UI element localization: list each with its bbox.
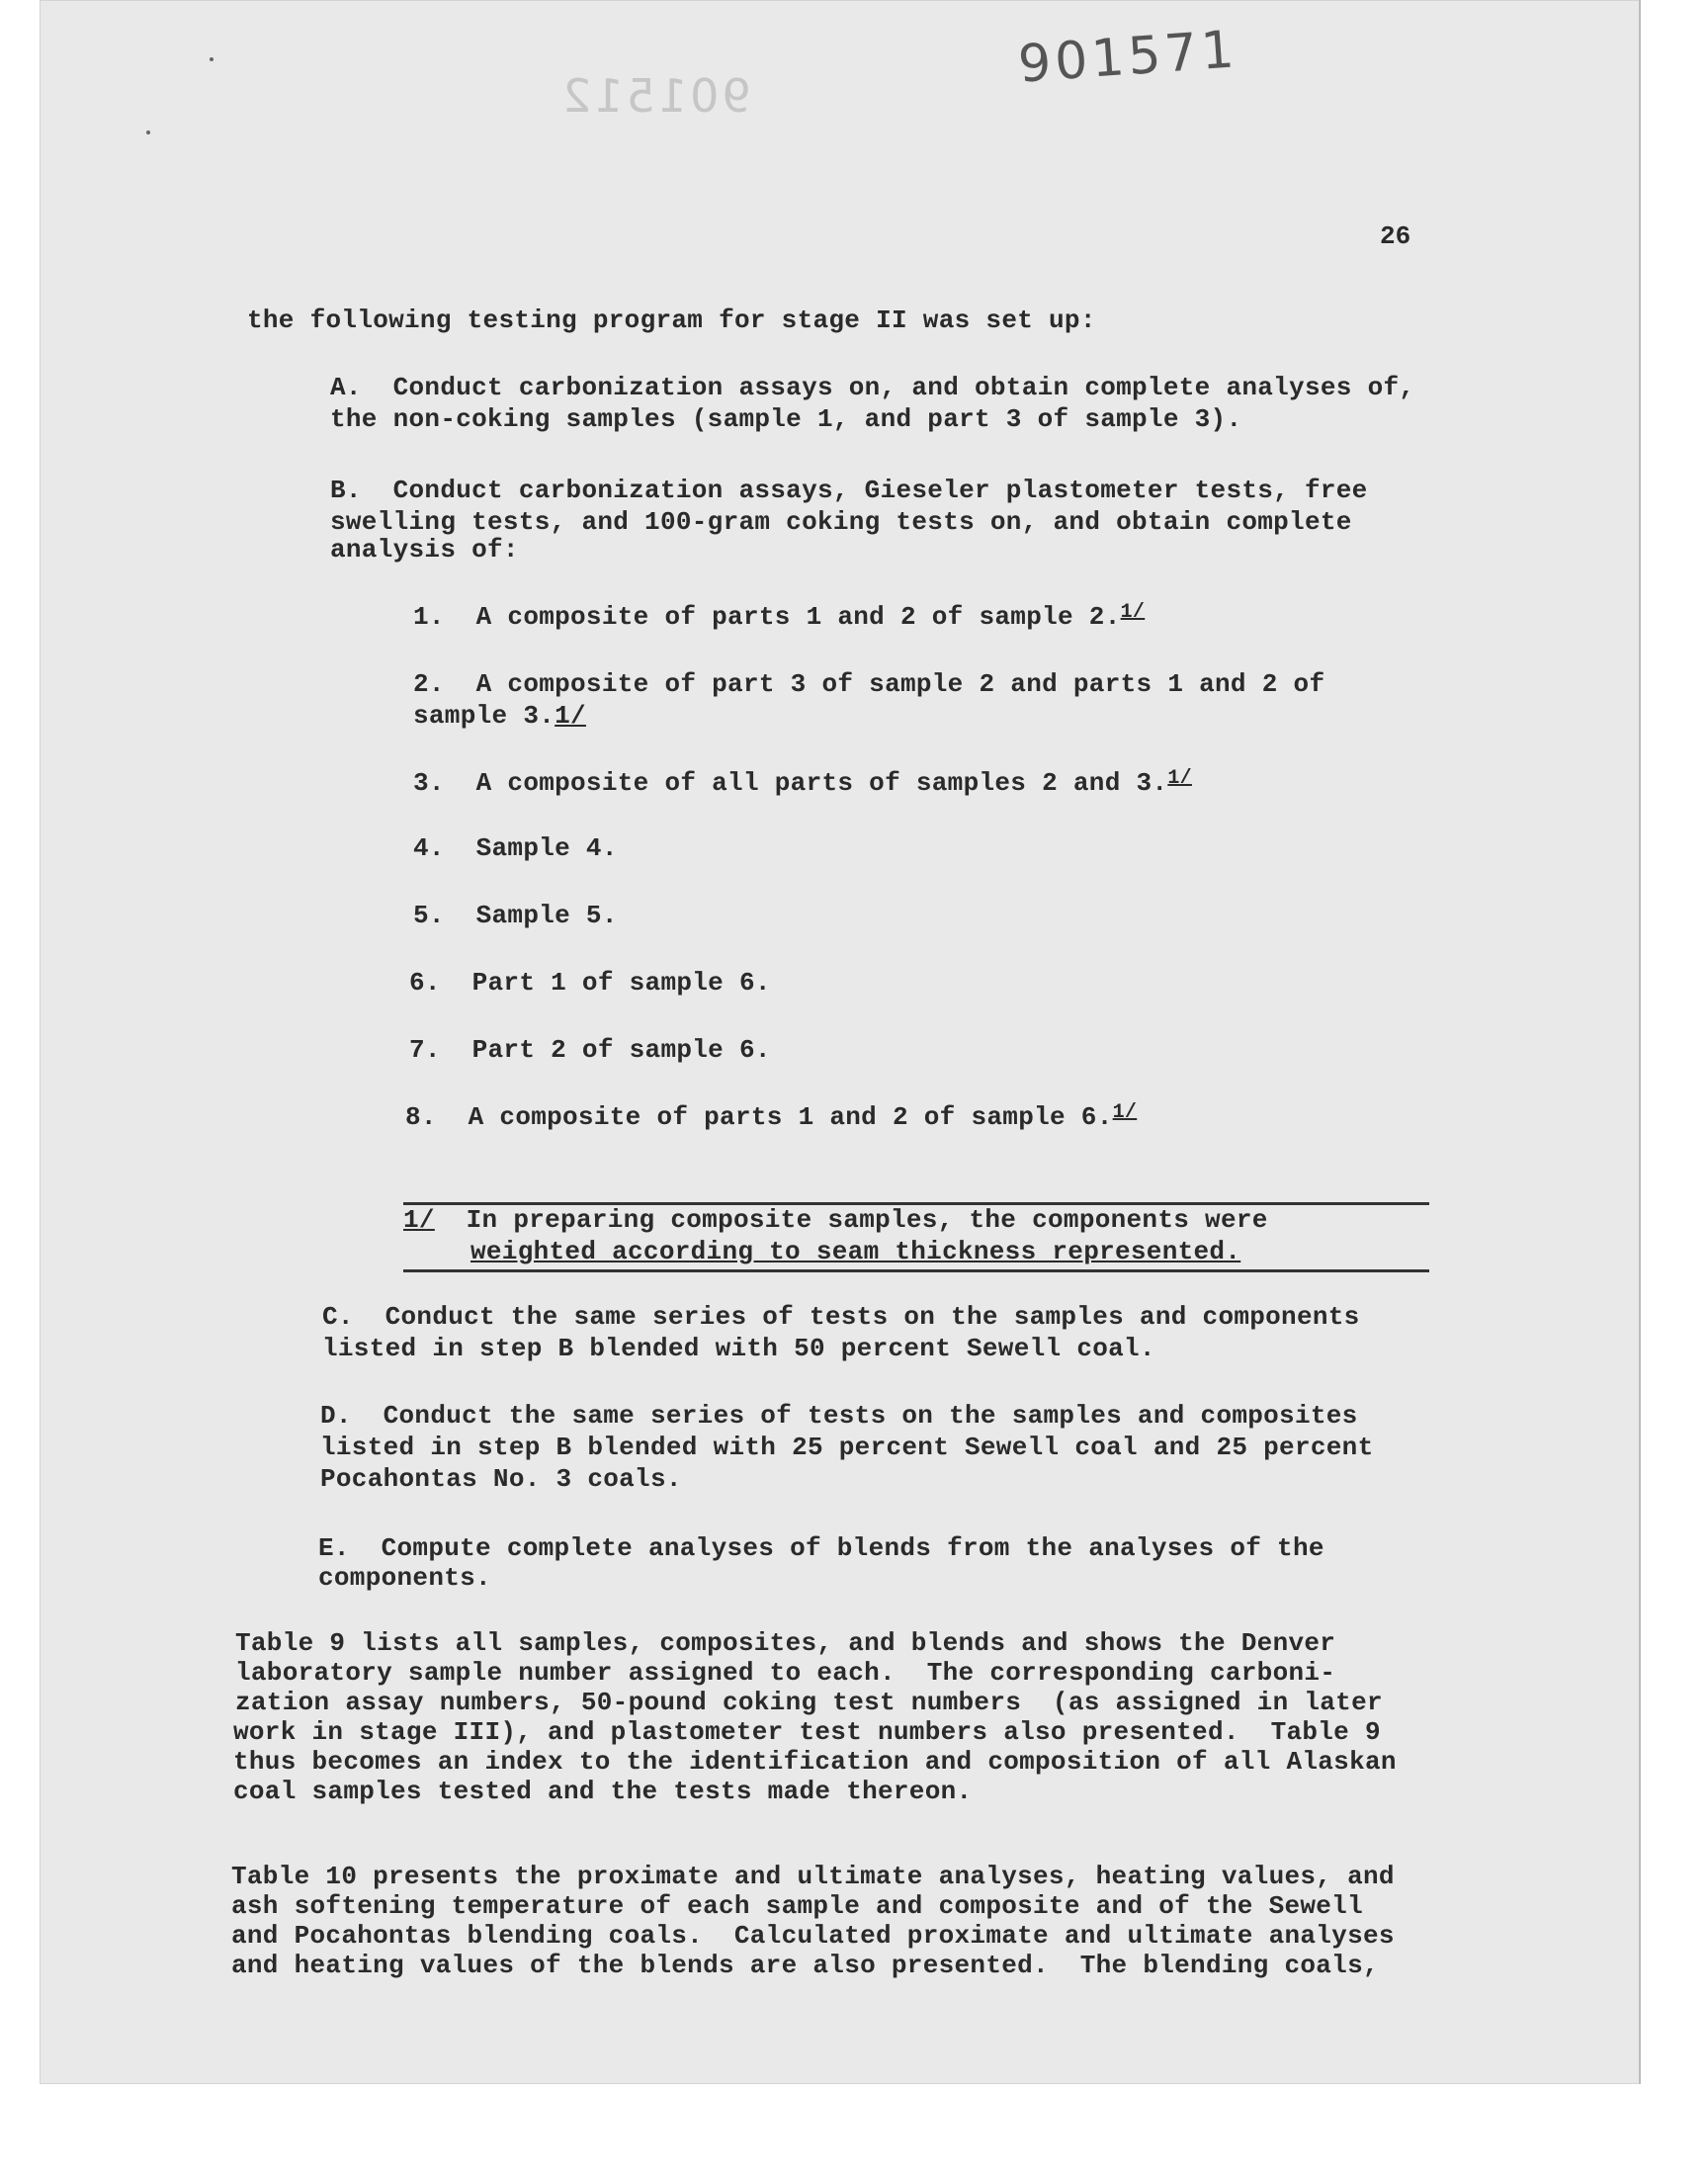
footnote-ref: 1/ [555,701,586,731]
para1-line: thus becomes an index to the identification and composition of all Alaskan [233,1747,1397,1777]
subitem-6: 6. Part 1 of sample 6. [409,968,771,998]
item-b-line1: B. Conduct carbonization assays, Gieseler plastometer tests, free [330,476,1368,505]
subitem-8-text: 8. A composite of parts 1 and 2 of sample 6. [405,1102,1113,1132]
item-b-line3: analysis of: [330,535,519,565]
para1-line: work in stage III), and plastometer test numbers also presented. Table 9 [233,1717,1381,1747]
item-d-line3: Pocahontas No. 3 coals. [320,1464,682,1494]
subitem-1-text: 1. A composite of parts 1 and 2 of sample 2. [413,602,1121,632]
subitem-7: 7. Part 2 of sample 6. [409,1035,771,1065]
page-edge [1639,0,1641,2084]
footnote-ref: 1/ [1120,601,1146,624]
subitem-4: 4. Sample 4. [413,833,618,863]
subitem-3-text: 3. A composite of all parts of samples 2 and 3. [413,768,1168,798]
para2-line: Table 10 presents the proximate and ultimate analyses, heating values, and [231,1862,1395,1891]
page-number: 26 [1380,221,1411,251]
footnote-ref: 1/ [1167,767,1192,790]
item-e-line2: components. [318,1563,491,1593]
footnote-rule-bottom [403,1269,1429,1272]
subitem-2-line1: 2. A composite of part 3 of sample 2 and parts 1 and 2 of [413,669,1325,699]
para2-line: and heating values of the blends are also presented. The blending coals, [231,1951,1379,1980]
subitem-5: 5. Sample 5. [413,901,618,930]
subitem-1 [413,601,1145,633]
item-a-line2: the non-coking samples (sample 1, and part 3 of sample 3). [330,404,1242,434]
footnote-ref: 1/ [1112,1101,1138,1124]
item-d-line2: listed in step B blended with 25 percent Sewell coal and 25 percent [320,1433,1374,1462]
subitem-2-text: sample 3. [413,701,555,731]
footnote-mark: 1/ [403,1205,435,1235]
para2-line: and Pocahontas blending coals. Calculated proximate and ultimate analyses [231,1921,1395,1951]
subitem-2-line2 [413,700,586,732]
footnote-text-1: In preparing composite samples, the components were [466,1205,1268,1235]
item-c-line1: C. Conduct the same series of tests on the samples and components [322,1302,1360,1332]
ghost-number: 901512 [559,69,751,123]
stamp-number: 901571 [1016,20,1240,95]
footnote-line2 [470,1236,1240,1267]
para1-line: laboratory sample number assigned to each. The corresponding carboni- [235,1658,1336,1688]
item-a-line1: A. Conduct carbonization assays on, and obtain complete analyses of, [330,373,1415,402]
subitem-8 [405,1101,1137,1133]
item-e-line1: E. Compute complete analyses of blends from the analyses of the [318,1533,1324,1563]
speck [146,130,150,134]
footnote-text-2: weighted according to seam thickness represented. [470,1237,1241,1266]
intro-line: the following testing program for stage II was set up: [247,305,1096,335]
subitem-3 [413,767,1192,799]
speck [210,57,214,61]
item-c-line2: listed in step B blended with 50 percent Sewell coal. [322,1334,1155,1363]
footnote-line1 [403,1204,1268,1236]
para2-line: ash softening temperature of each sample and composite and of the Sewell [231,1891,1363,1921]
para1-line: Table 9 lists all samples, composites, and blends and shows the Denver [235,1628,1336,1658]
item-b-line2: swelling tests, and 100-gram coking tests on, and obtain complete [330,507,1352,537]
item-d-line1: D. Conduct the same series of tests on the samples and composites [320,1401,1358,1431]
para1-line: zation assay numbers, 50-pound coking test numbers (as assigned in later [235,1688,1383,1717]
para1-line: coal samples tested and the tests made thereon. [233,1777,973,1806]
